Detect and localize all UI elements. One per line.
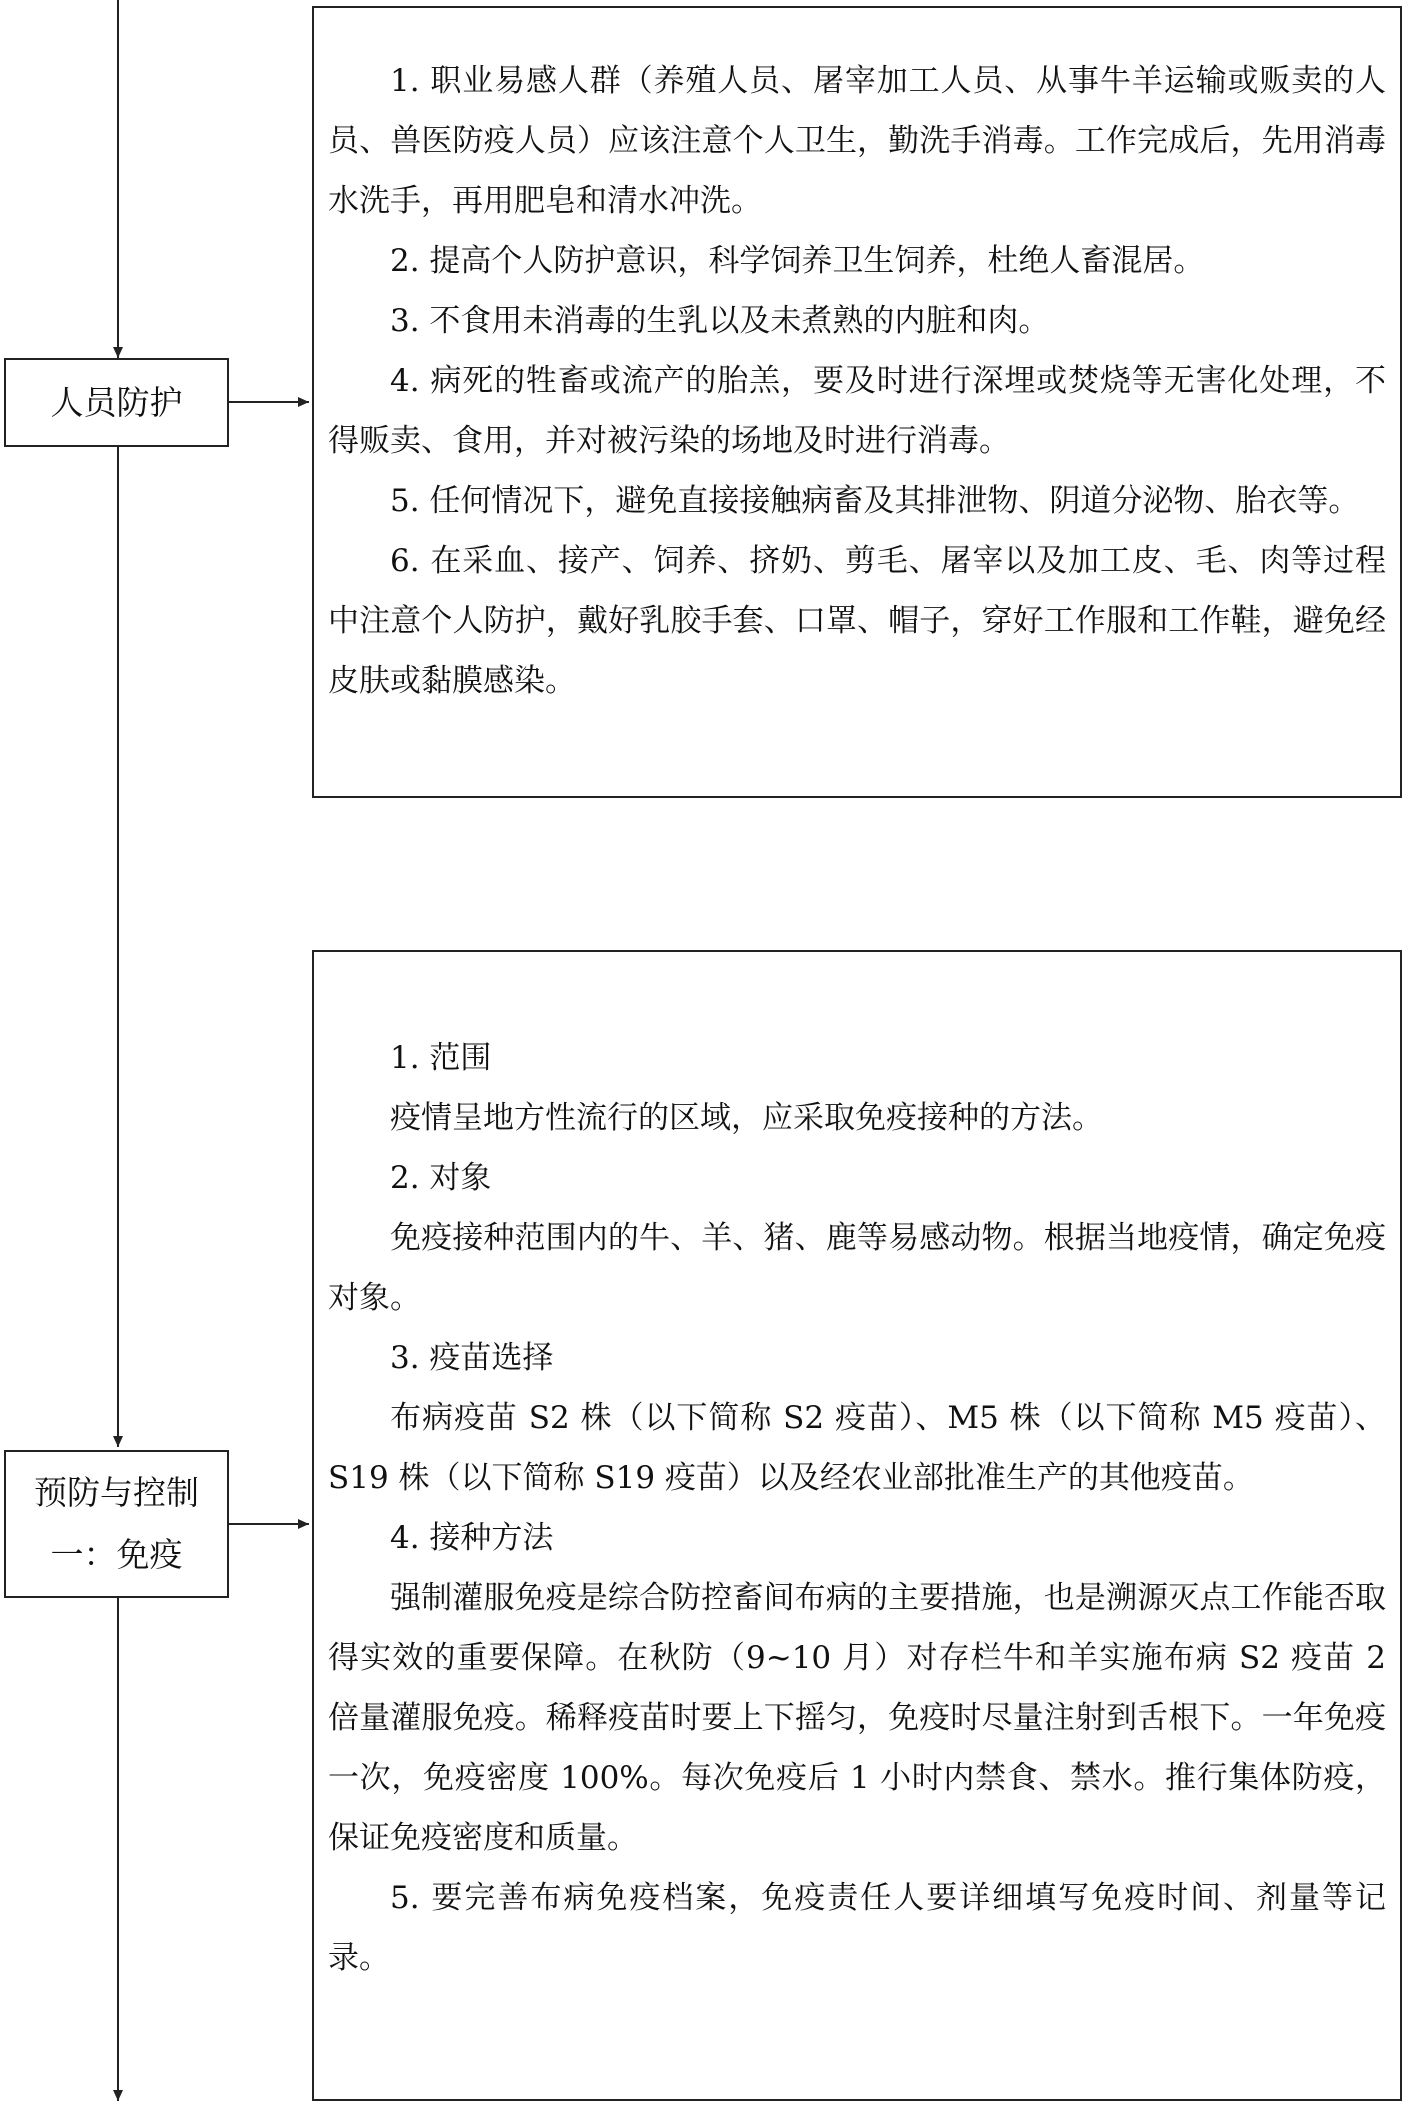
node-personnel-protection-label: 人员防护 (50, 382, 183, 422)
immunization-heading: 1. 范围 (390, 1040, 492, 1076)
personnel-protection-panel (312, 6, 1402, 798)
immunization-heading: 3. 疫苗选择 (390, 1340, 554, 1376)
personnel-item: 5. 任何情况下，避免直接接触病畜及其排泄物、阴道分泌物、胎衣等。 (390, 483, 1360, 519)
immunization-text: 疫情呈地方性流行的区域，应采取免疫接种的方法。 (390, 1100, 1103, 1136)
immunization-heading: 2. 对象 (390, 1160, 492, 1196)
immunization-text: 5. 要完善布病免疫档案，免疫责任人要详细填写免疫时间、剂量等记录。 (328, 1880, 1386, 1976)
personnel-item: 6. 在采血、接产、饲养、挤奶、剪毛、屠宰以及加工皮、毛、肉等过程中注意个人防护，戴好乳胶手套、口罩、帽子，穿好工作服和工作鞋，避免经皮肤或黏膜感染。 (328, 543, 1386, 699)
immunization-panel (312, 950, 1402, 2101)
personnel-item: 4. 病死的牲畜或流产的胎羔，要及时进行深埋或焚烧等无害化处理，不得贩卖、食用，并对被污染的场地及时进行消毒。 (328, 363, 1386, 459)
personnel-item: 2. 提高个人防护意识，科学饲养卫生饲养，杜绝人畜混居。 (390, 243, 1205, 279)
personnel-item: 1. 职业易感人群（养殖人员、屠宰加工人员、从事牛羊运输或贩卖的人员、兽医防疫人员）应该注意个人卫生，勤洗手消毒。工作完成后，先用消毒水洗手，再用肥皂和清水冲洗。 (328, 63, 1386, 219)
immunization-text: 免疫接种范围内的牛、羊、猪、鹿等易感动物。根据当地疫情，确定免疫对象。 (328, 1220, 1386, 1316)
node-prevention-immunization-label: 预防与控制一：免疫 (34, 1473, 199, 1574)
immunization-text: 布病疫苗 S2 株（以下简称 S2 疫苗）、M5 株（以下简称 M5 疫苗）、S19 株（以下简称 S19 疫苗）以及经农业部批准生产的其他疫苗。 (328, 1400, 1386, 1496)
node-prevention-immunization (4, 1450, 229, 1598)
immunization-heading: 4. 接种方法 (390, 1520, 554, 1556)
immunization-text: 强制灌服免疫是综合防控畜间布病的主要措施，也是溯源灭点工作能否取得实效的重要保障。在秋防（9~10 月）对存栏牛和羊实施布病 S2 疫苗 2 倍量灌服免疫。稀释疫苗时要上下摇匀，免疫时尽量注射到舌根下。一年免疫一次，免疫密度 100%。每次免疫后 1 小时内禁食、禁水。推行集体防疫，保证免疫密度和质量。 (328, 1580, 1386, 1856)
personnel-item: 3. 不食用未消毒的生乳以及未煮熟的内脏和肉。 (390, 303, 1050, 339)
node-personnel-protection (4, 358, 229, 447)
